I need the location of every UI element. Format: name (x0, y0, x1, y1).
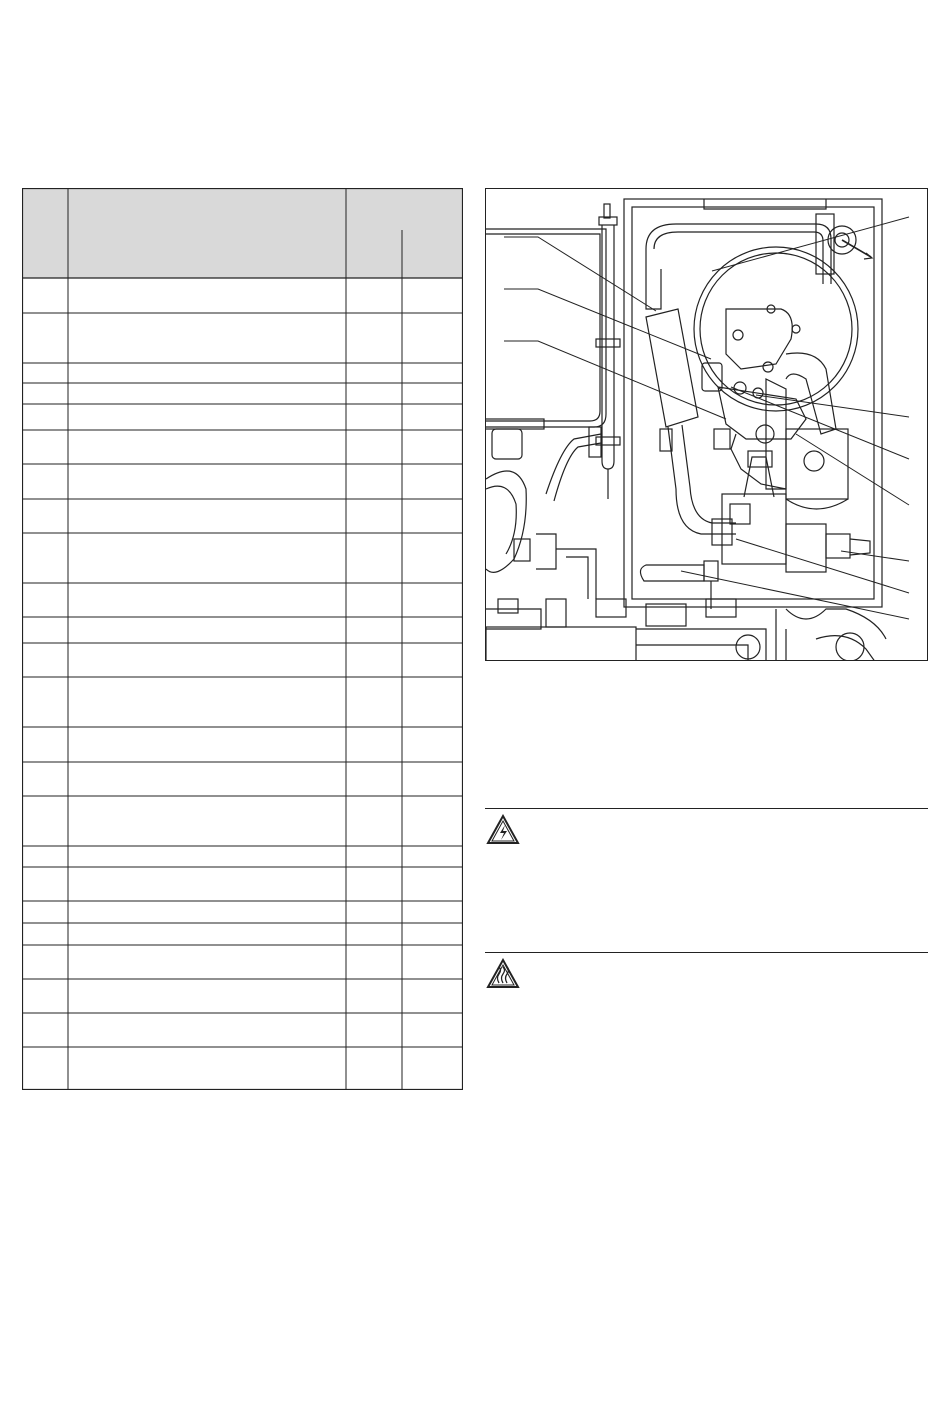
table-grid (22, 188, 463, 1090)
electric-shock-warning-icon (486, 814, 520, 846)
burner-assembly (646, 224, 858, 509)
lower-pipework (596, 561, 886, 661)
callout-leader-lines (504, 217, 909, 619)
warning-divider (485, 952, 928, 953)
ignition-electrode (816, 214, 872, 274)
gas-valve (712, 451, 870, 572)
boiler-internal-diagram (485, 188, 928, 661)
table-header-background (22, 188, 463, 278)
warning-divider (485, 808, 928, 809)
specification-table (22, 188, 463, 1090)
hot-surface-warning-icon (486, 958, 520, 990)
